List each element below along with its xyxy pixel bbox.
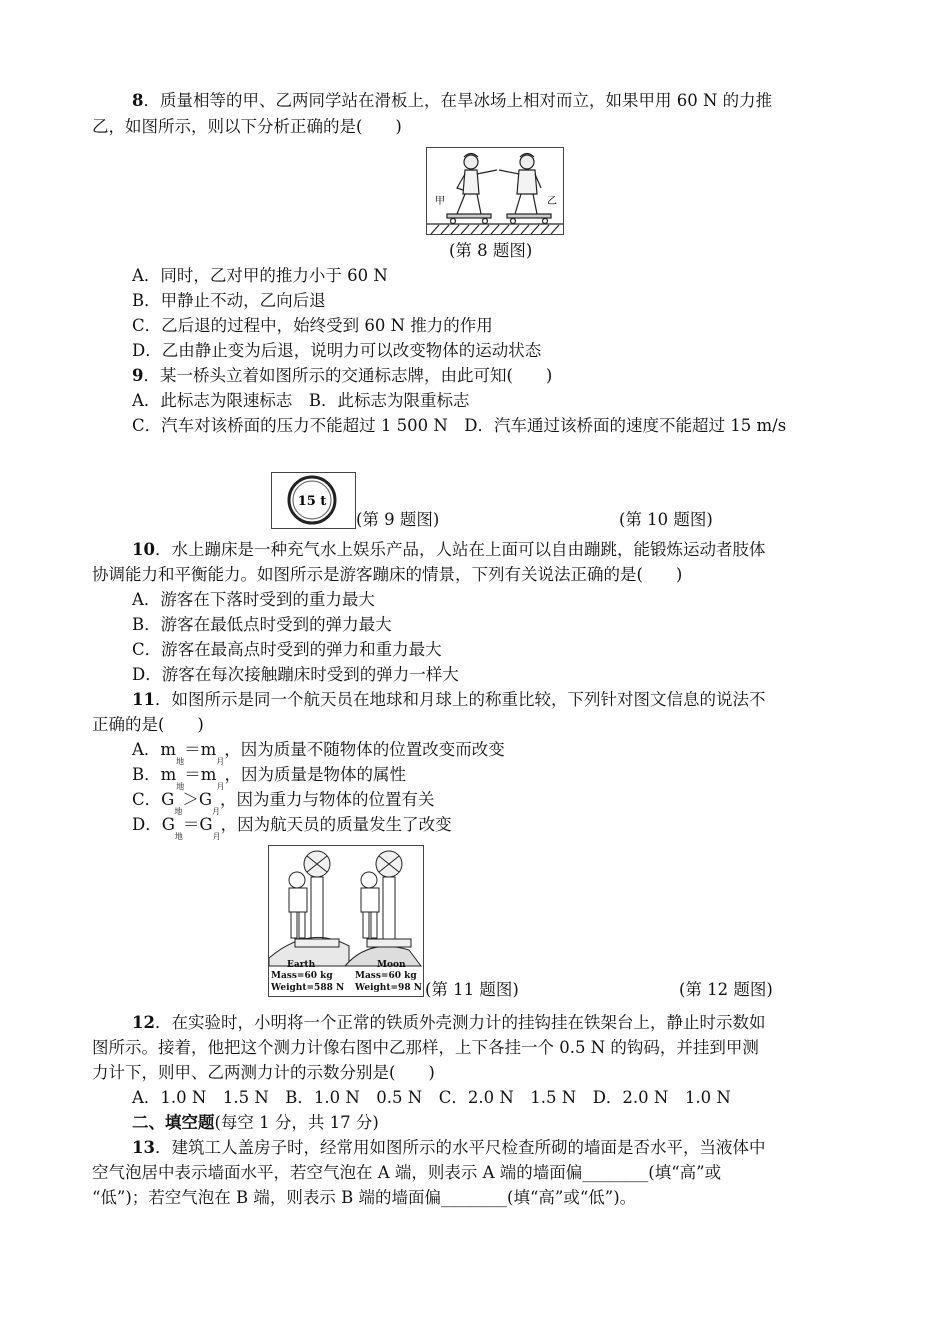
- q10-stem-2: 协调能力和平衡能力。如图所示是游客蹦床的情景，下列有关说法正确的是( ): [92, 565, 683, 584]
- fig8-label-yi: 乙: [547, 196, 557, 207]
- q11-b-rhs: ＝m: [184, 765, 217, 784]
- q11-option-d: [132, 815, 452, 847]
- moon-title: Moon: [377, 960, 406, 970]
- q13-stem-3: “低”)；若空气泡在 B 端，则表示 B 端的墙面偏________(填“高”或“低”)。: [92, 1188, 637, 1207]
- q8-stem-1: ．质量相等的甲、乙两同学站在滑板上，在旱冰场上相对而立，如果甲用 60 N 的力推: [143, 91, 773, 110]
- q11-a-reason: ，因为质量不随物体的位置改变而改变: [224, 740, 505, 759]
- q13-stem-2: 空气泡居中表示墙面水平，若空气泡在 A 端，则表示 A 端的墙面偏________(填“高”或: [92, 1163, 722, 1182]
- sub-moon: 月: [212, 807, 220, 816]
- q8-option-a: A．同时，乙对甲的推力小于 60 N: [132, 266, 388, 285]
- sub-moon: 月: [212, 832, 221, 841]
- q11-line-1: [132, 690, 765, 710]
- q12-options: A．1.0 N 1.5 N B．1.0 N 0.5 N C．2.0 N 1.5 N D．2.0 N 1.0 N: [132, 1088, 731, 1107]
- q11-c-rhs: ＞G: [182, 790, 212, 809]
- q10-line-1: [132, 540, 765, 560]
- q11-caption: (第 11 题图): [425, 980, 519, 999]
- section-note: (每空 1 分，共 17 分): [214, 1113, 379, 1132]
- q9-line-1: [132, 366, 552, 386]
- skaters-illustration: [427, 148, 563, 234]
- q11-a-rhs: ＝m: [184, 740, 217, 759]
- q11-d-lhs: D．G: [132, 815, 175, 834]
- fig8-label-jia: 甲: [435, 196, 445, 207]
- sub-earth: 地: [176, 757, 185, 766]
- q11-a-lhs: A．m: [132, 740, 177, 759]
- earth-mass: Mass=60 kg: [271, 971, 333, 981]
- q10-option-d: D．游客在每次接触蹦床时受到的弹力一样大: [132, 665, 459, 684]
- q12-caption: (第 12 题图): [679, 980, 773, 999]
- section-title: 二、填空题: [132, 1113, 215, 1132]
- q11-c-reason: ，因为重力与物体的位置有关: [220, 790, 435, 809]
- q8-stem-2: 乙，如图所示，则以下分析正确的是( ): [92, 117, 402, 136]
- q9-caption: (第 9 题图): [356, 510, 440, 529]
- astronaut-scales-illustration: [269, 846, 423, 996]
- q8-number: 8: [132, 91, 144, 110]
- q11-b-reason: ，因为质量是物体的属性: [224, 765, 406, 784]
- earth-title: Earth: [287, 960, 316, 970]
- q9-number: 9: [132, 366, 144, 385]
- earth-weight: Weight=588 N: [271, 983, 345, 993]
- q9-options-cd: C．汽车对该桥面的压力不能超过 1 500 N D．汽车通过该桥面的速度不能超过 15 m/s: [132, 416, 787, 435]
- q11-stem-1: ．如图所示是同一个航天员在地球和月球上的称重比较，下列针对图文信息的说法不: [154, 690, 766, 709]
- q12-stem-2: 图所示。接着，他把这个测力计像右图中乙那样，上下各挂一个 0.5 N 的钩码，并挂到甲测: [92, 1038, 759, 1057]
- sub-earth: 地: [174, 832, 183, 841]
- q10-number: 10: [132, 540, 155, 559]
- section-heading: [132, 1113, 379, 1133]
- sub-moon: 月: [216, 757, 225, 766]
- q13-line-1: [132, 1138, 765, 1158]
- q8-option-b: B．甲静止不动，乙向后退: [132, 291, 326, 310]
- q11-c-lhs: C．G: [132, 790, 175, 809]
- q13-number: 13: [132, 1138, 155, 1157]
- q8-option-d: D．乙由静止变为后退，说明力可以改变物体的运动状态: [132, 341, 542, 360]
- sub-earth: 地: [176, 782, 185, 791]
- sign-weight-text: 15 t: [297, 494, 327, 509]
- q8-caption: (第 8 题图): [449, 241, 533, 260]
- q9-figure: [271, 472, 356, 529]
- q9-options-ab: A．此标志为限速标志 B．此标志为限重标志: [132, 391, 470, 410]
- q12-line-1: [132, 1013, 765, 1033]
- q11-figure: [268, 845, 424, 997]
- q11-d-reason: ，因为航天员的质量发生了改变: [220, 815, 452, 834]
- sub-earth: 地: [174, 807, 183, 816]
- q10-caption: (第 10 题图): [619, 510, 713, 529]
- q10-stem-1: ．水上蹦床是一种充气水上娱乐产品，人站在上面可以自由蹦跳，能锻炼运动者肢体: [154, 540, 766, 559]
- moon-weight: Weight=98 N: [355, 983, 422, 993]
- q11-b-lhs: B．m: [132, 765, 177, 784]
- sub-moon: 月: [216, 782, 225, 791]
- q9-stem: ．某一桥头立着如图所示的交通标志牌，由此可知( ): [143, 366, 553, 385]
- q8-line-1: [132, 91, 772, 111]
- q10-option-c: C．游客在最高点时受到的弹力和重力最大: [132, 640, 442, 659]
- q13-stem-1: ．建筑工人盖房子时，经常用如图所示的水平尺检查所砌的墙面是否水平，当液体中: [154, 1138, 766, 1157]
- q8-figure: [426, 147, 564, 235]
- q11-number: 11: [132, 690, 155, 709]
- q10-option-b: B．游客在最低点时受到的弹力最大: [132, 615, 392, 634]
- q11-stem-2: 正确的是( ): [92, 715, 204, 734]
- moon-mass: Mass=60 kg: [355, 971, 417, 981]
- q12-stem-1: ．在实验时，小明将一个正常的铁质外壳测力计的挂钩挂在铁架台上，静止时示数如: [154, 1013, 766, 1032]
- q12-number: 12: [132, 1013, 155, 1032]
- traffic-sign-illustration: [272, 473, 355, 528]
- q10-option-a: A．游客在下落时受到的重力最大: [132, 590, 375, 609]
- q11-d-rhs: ＝G: [182, 815, 213, 834]
- q8-option-c: C．乙后退的过程中，始终受到 60 N 推力的作用: [132, 316, 493, 335]
- q12-stem-3: 力计下，则甲、乙两测力计的示数分别是( ): [92, 1063, 435, 1082]
